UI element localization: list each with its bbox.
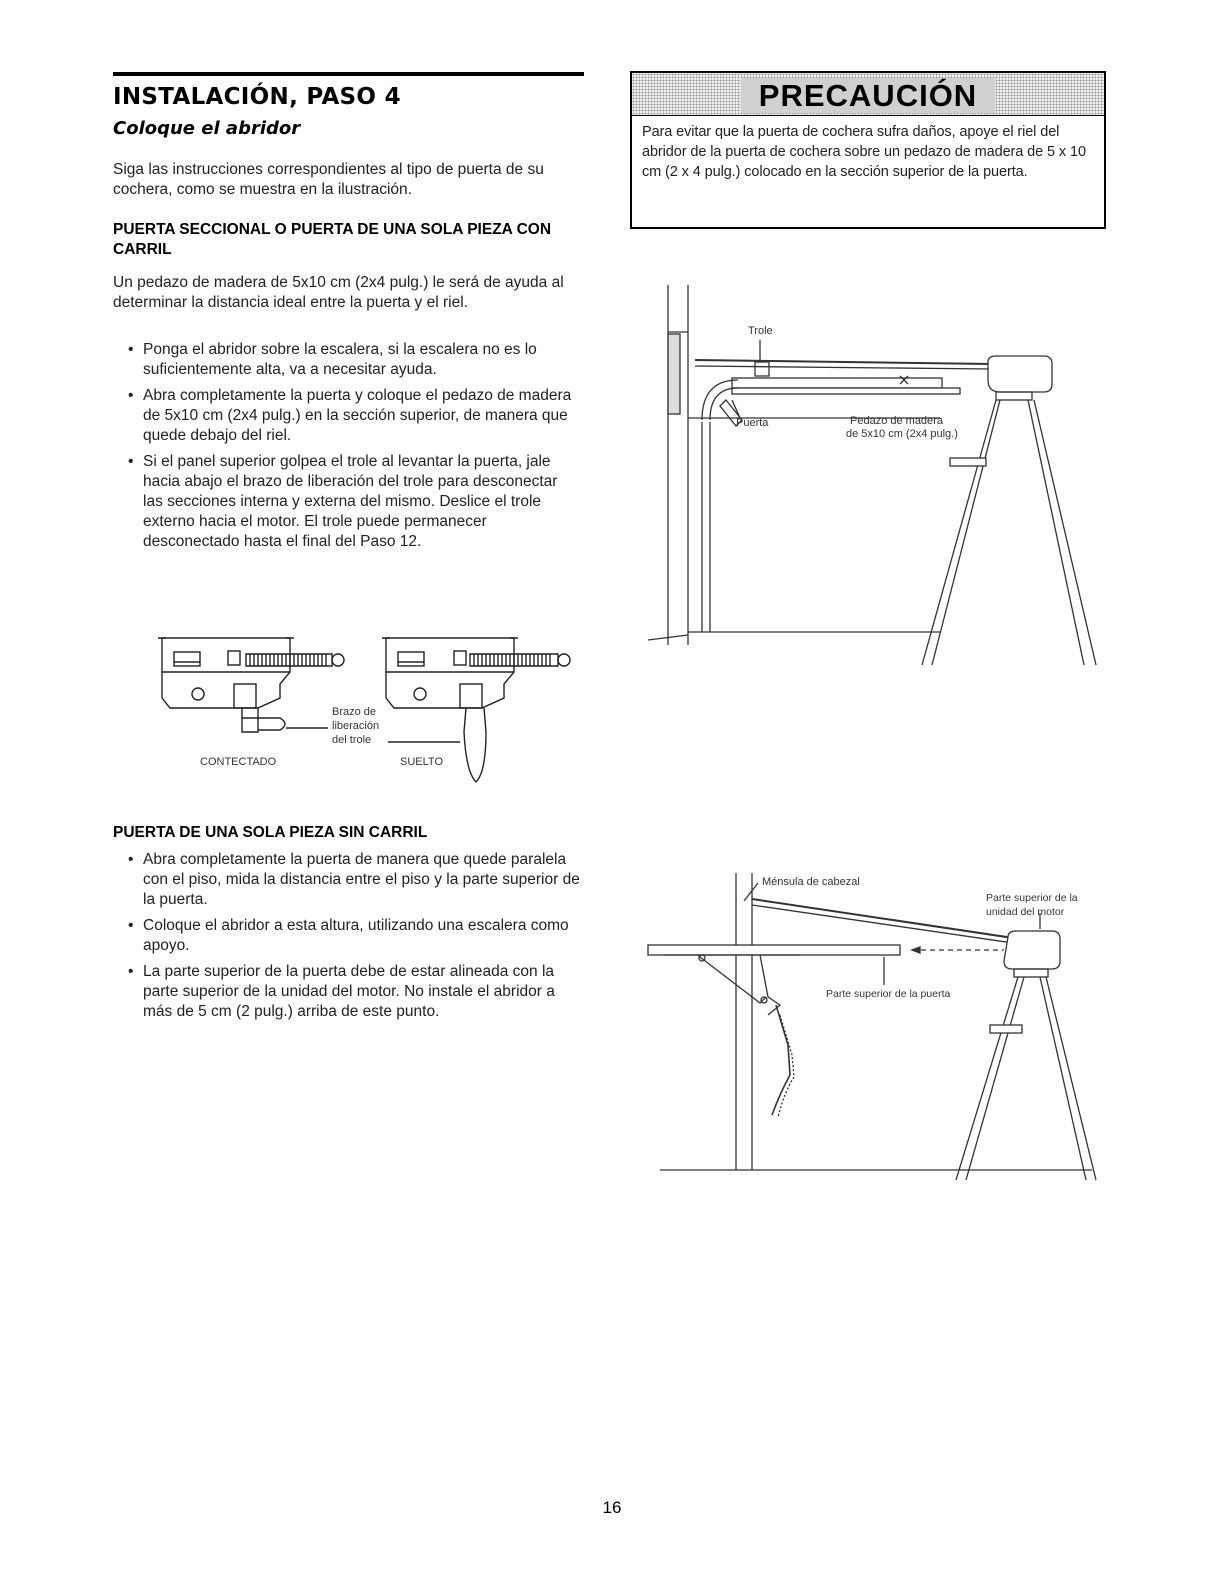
caution-text: Para evitar que la puerta de cochera sufra daños, apoye el riel del abridor de la puerta de cochera sobre un pedazo de madera de 5 x 10 cm (2 x 4 pulg.) colocado en la sección superior de la puerta. bbox=[642, 124, 1086, 180]
caution-band bbox=[632, 73, 1104, 116]
list-item: • Abra completamente la puerta y coloque el pedazo de madera de 5x10 cm (2x4 pulg.) en la sección superior, de manera que quede debajo del riel. bbox=[125, 386, 580, 446]
page-number: 16 bbox=[602, 1498, 622, 1517]
label-madera-2: de 5x10 cm (2x4 pulg.) bbox=[846, 428, 958, 440]
label-mensula: Ménsula de cabezal bbox=[762, 876, 860, 888]
title-rule bbox=[113, 72, 584, 76]
label-motor-1: Parte superior de la bbox=[986, 892, 1078, 904]
loose-label: SUELTO bbox=[400, 756, 443, 768]
label-puerta: Puerta bbox=[736, 417, 769, 429]
caution-title: PRECAUCIÓN bbox=[741, 78, 995, 113]
section1-bullet-list bbox=[125, 340, 580, 558]
sectional-door-figure bbox=[640, 280, 1100, 680]
caution-box bbox=[630, 71, 1106, 229]
label-madera-1: Pedazo de madera bbox=[850, 415, 943, 427]
list-item: • Abra completamente la puerta de manera que quede paralela con el piso, mida la distancia entre el piso y la parte superior de la puerta. bbox=[125, 850, 580, 910]
list-item: • Coloque el abridor a esta altura, utilizando una escalera como apoyo. bbox=[125, 916, 580, 956]
arm-label-1: Brazo de bbox=[332, 706, 377, 718]
page-subtitle: Coloque el abridor bbox=[113, 118, 301, 139]
arm-label-2: liberación bbox=[332, 720, 380, 732]
list-item: • La parte superior de la puerta debe de estar alineada con la parte superior de la unidad del motor. No instale el abridor a más de 5 cm (2 pulg.) arriba de este punto. bbox=[125, 962, 580, 1022]
section2-bullet-list bbox=[125, 850, 580, 1028]
intro-paragraph: Siga las instrucciones correspondientes al tipo de puerta de su cochera, como se muestra en la ilustración. bbox=[113, 161, 544, 198]
label-door-top: Parte superior de la puerta bbox=[826, 988, 951, 1000]
one-piece-door-figure bbox=[640, 865, 1100, 1185]
page-title: INSTALACIÓN, PASO 4 bbox=[113, 84, 401, 110]
list-item: • Ponga el abridor sobre la escalera, si la escalera no es lo suficientemente alta, va a necesitar ayuda. bbox=[125, 340, 580, 380]
trolley-release-figure bbox=[150, 632, 580, 774]
list-item: • Si el panel superior golpea el trole al levantar la puerta, jale hacia abajo el brazo de liberación del trole para desconectar las secciones interna y externa del mismo. Deslice el trole externo hacia el motor. El trole puede permanecer desconectado hasta el final del Paso 12. bbox=[125, 452, 580, 552]
section1-paragraph: Un pedazo de madera de 5x10 cm (2x4 pulg.) le será de ayuda al determinar la distancia ideal entre la puerta y el riel. bbox=[113, 274, 564, 311]
label-trole: Trole bbox=[748, 325, 773, 337]
connected-label: CONTECTADO bbox=[200, 756, 277, 768]
section2-heading: PUERTA DE UNA SOLA PIEZA SIN CARRIL bbox=[113, 824, 428, 841]
arm-label-3: del trole bbox=[332, 734, 372, 746]
label-motor-2: unidad del motor bbox=[986, 906, 1065, 918]
section1-heading: PUERTA SECCIONAL O PUERTA DE UNA SOLA PIEZA CON CARRIL bbox=[113, 221, 552, 258]
